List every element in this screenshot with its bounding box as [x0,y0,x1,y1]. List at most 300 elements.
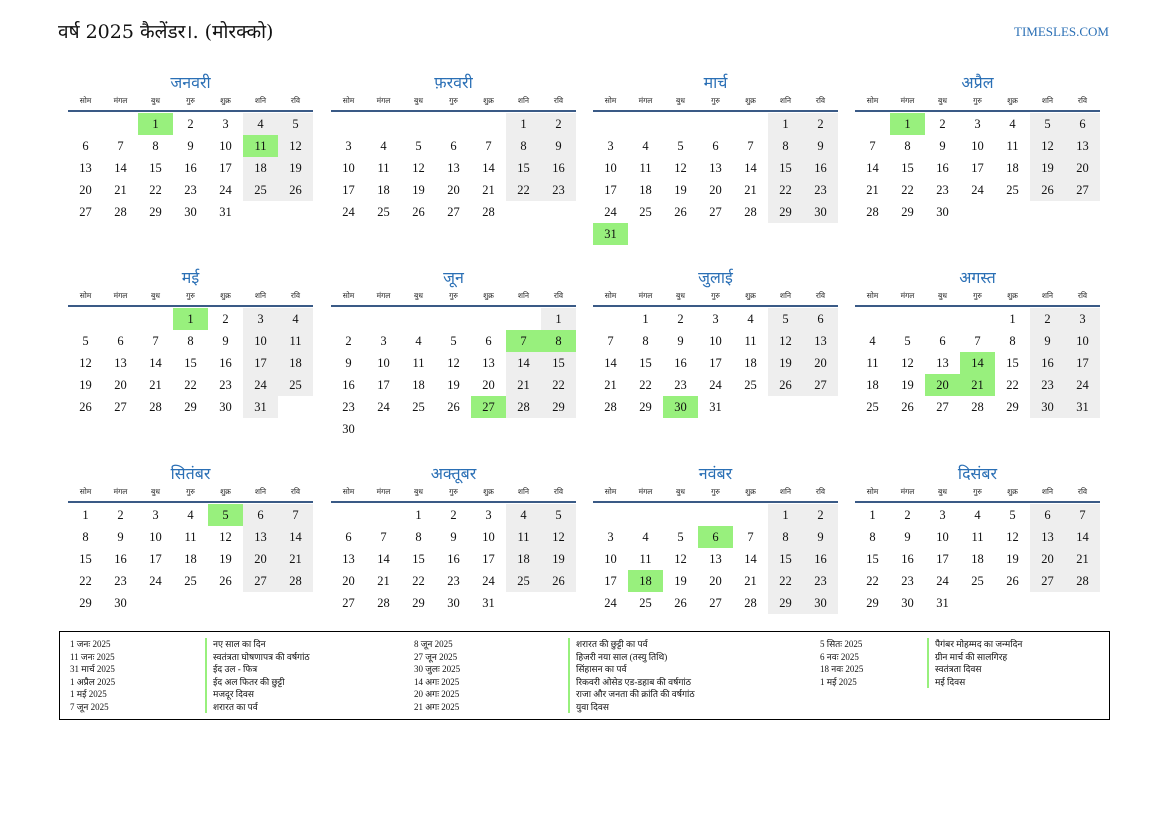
empty-cell [925,308,960,330]
weekday-label: शनि [1041,96,1054,105]
day-cell: 6 [1065,113,1100,135]
empty-cell [593,308,628,330]
empty-cell [471,308,506,330]
day-cell: 14 [744,161,757,175]
day-cell: 15 [412,552,425,566]
day-cell: 11 [971,530,984,544]
legend-date: 31 मार्च 2025 [70,664,115,674]
weekday-label: सोम [866,96,879,105]
day-cell: 3 [222,117,229,131]
weekday-label: सोम [342,291,355,300]
day-cell: 23 [342,400,355,414]
day-cell: 23 [936,183,949,197]
site-link[interactable]: TIMESLES.COM [1014,24,1109,39]
day-cell: 1 [173,308,208,330]
day-cell: 21 [149,378,162,392]
day-cell: 19 [541,548,576,570]
day-cell: 11 [412,356,425,370]
day-cell: 26 [412,205,425,219]
weekday-header [855,289,1100,307]
day-cell: 16 [541,157,576,179]
day-cell: 9 [117,530,124,544]
weekday-label: गुरु [449,291,458,300]
day-cell: 14 [604,356,617,370]
month-title: जनवरी [170,73,211,92]
day-cell: 12 [1030,135,1065,157]
day-cell: 28 [866,205,879,219]
day-cell: 25 [412,400,425,414]
day-grid [68,308,313,418]
day-cell: 13 [1065,135,1100,157]
day-cell: 17 [1065,352,1100,374]
day-cell: 6 [243,504,278,526]
day-cell: 27 [471,396,506,418]
day-cell: 22 [149,183,162,197]
weekday-label: सोम [604,96,617,105]
empty-cell [331,308,366,330]
day-cell: 16 [803,548,838,570]
day-cell: 19 [901,378,914,392]
month-block [855,463,1100,614]
day-cell: 5 [677,139,684,153]
day-cell: 7 [152,334,159,348]
weekday-label: शुक्र [745,96,756,105]
empty-cell [890,308,925,330]
empty-cell [331,113,366,135]
day-cell: 15 [541,352,576,374]
weekday-label: शनि [779,291,792,300]
legend-holiday: ईद उल - फित्र [205,663,310,676]
weekday-label: सोम [342,487,355,496]
day-cell: 26 [768,374,803,396]
day-cell: 24 [342,205,355,219]
day-cell: 3 [152,508,159,522]
weekday-label: गुरु [186,487,195,496]
weekday-label: रवि [1077,487,1088,496]
day-cell: 4 [974,508,981,522]
empty-cell [366,308,401,330]
day-cell: 27 [79,205,92,219]
weekday-label: रवि [553,291,564,300]
day-cell: 3 [939,508,946,522]
day-cell: 17 [482,552,495,566]
day-cell: 5 [278,113,313,135]
day-cell: 31 [1065,396,1100,418]
day-cell: 17 [342,183,355,197]
day-cell: 15 [768,548,803,570]
day-cell: 29 [768,201,803,223]
day-cell: 8 [869,530,876,544]
day-cell: 29 [541,396,576,418]
day-cell: 24 [604,205,617,219]
day-grid [593,113,838,245]
legend-dates-3 [820,638,863,688]
day-cell: 2 [803,504,838,526]
weekday-label: शुक्र [745,487,756,496]
day-cell: 31 [936,596,949,610]
weekday-label: गुरु [711,487,720,496]
day-cell: 27 [709,596,722,610]
month-block [593,72,838,245]
day-cell: 26 [79,400,92,414]
day-cell: 15 [639,356,652,370]
day-cell: 6 [712,139,719,153]
day-cell: 29 [184,400,197,414]
day-cell: 1 [768,113,803,135]
day-cell: 3 [1065,308,1100,330]
empty-cell [68,308,103,330]
day-cell: 24 [243,374,278,396]
legend-date: 21 अगः 2025 [414,701,460,712]
day-cell: 4 [380,139,387,153]
day-cell: 4 [506,504,541,526]
weekday-label: गुरु [973,291,982,300]
empty-cell [401,308,436,330]
day-cell: 13 [936,356,949,370]
empty-cell [960,308,995,330]
day-cell: 6 [450,139,457,153]
weekday-label: गुरु [449,96,458,105]
day-cell: 4 [642,530,649,544]
weekday-label: गुरु [186,291,195,300]
day-cell: 22 [768,570,803,592]
day-cell: 18 [243,157,278,179]
day-cell: 24 [219,183,232,197]
day-cell: 22 [412,574,425,588]
legend-names-3 [927,638,1022,688]
day-cell: 24 [604,596,617,610]
legend-date: 1 अप्रैल 2025 [70,676,116,687]
day-cell: 5 [415,139,422,153]
day-cell: 16 [184,161,197,175]
empty-cell [506,308,541,330]
day-cell: 13 [709,161,722,175]
day-cell: 12 [541,526,576,548]
weekday-label: बुध [676,291,685,300]
day-grid [855,308,1100,418]
day-cell: 25 [184,574,197,588]
day-cell: 23 [219,378,232,392]
day-cell: 11 [184,530,197,544]
day-cell: 18 [628,570,663,592]
legend-date: 14 अगः 2025 [414,676,460,687]
day-cell: 17 [219,161,232,175]
day-cell: 10 [342,161,355,175]
day-cell: 21 [744,574,757,588]
day-cell: 29 [866,596,879,610]
weekday-label: शनि [1041,487,1054,496]
day-cell: 18 [866,378,879,392]
day-cell: 5 [541,504,576,526]
day-cell: 24 [971,183,984,197]
day-cell: 7 [506,330,541,352]
weekday-label: शुक्र [1007,291,1018,300]
day-cell: 7 [380,530,387,544]
day-cell: 20 [709,183,722,197]
day-cell: 24 [482,574,495,588]
legend-holiday: शरारत की छुट्टी का पर्व [568,638,695,651]
empty-cell [698,113,733,135]
day-cell: 25 [639,596,652,610]
weekday-label: गुरु [973,96,982,105]
day-cell: 30 [901,596,914,610]
day-cell: 16 [342,378,355,392]
day-cell: 29 [79,596,92,610]
day-cell: 2 [939,117,946,131]
day-cell: 10 [149,530,162,544]
weekday-header [68,94,313,112]
day-cell: 27 [447,205,460,219]
day-cell: 10 [971,139,984,153]
day-cell: 27 [114,400,127,414]
day-cell: 3 [345,139,352,153]
day-cell: 6 [82,139,89,153]
day-cell: 2 [187,117,194,131]
day-cell: 29 [412,596,425,610]
day-cell: 19 [674,183,687,197]
day-cell: 22 [901,183,914,197]
day-cell: 28 [744,596,757,610]
day-cell: 6 [345,530,352,544]
weekday-label: मंगल [638,291,653,300]
weekday-label: शुक्र [220,291,231,300]
day-cell: 27 [803,374,838,396]
day-cell: 30 [803,592,838,614]
weekday-label: बुध [938,96,947,105]
day-cell: 26 [674,596,687,610]
day-cell: 22 [79,574,92,588]
day-grid [593,504,838,614]
empty-cell [436,113,471,135]
weekday-label: मंगल [638,487,653,496]
month-title: मार्च [703,73,728,92]
day-cell: 6 [939,334,946,348]
day-cell: 28 [149,400,162,414]
weekday-header [593,485,838,503]
day-cell: 14 [149,356,162,370]
day-cell: 11 [639,552,652,566]
day-cell: 3 [974,117,981,131]
day-cell: 19 [447,378,460,392]
day-cell: 1 [506,113,541,135]
day-cell: 17 [971,161,984,175]
weekday-label: बुध [151,96,160,105]
empty-cell [855,113,890,135]
day-cell: 30 [342,422,355,436]
day-cell: 19 [674,574,687,588]
day-cell: 4 [642,139,649,153]
weekday-label: मंगल [113,96,128,105]
legend-holiday: मई दिवस [927,676,1022,689]
day-cell: 1 [138,113,173,135]
day-cell: 16 [1030,352,1065,374]
day-cell: 8 [642,334,649,348]
day-cell: 25 [971,574,984,588]
weekday-label: सोम [866,487,879,496]
day-cell: 28 [604,400,617,414]
weekday-header [855,485,1100,503]
day-cell: 11 [866,356,879,370]
empty-cell [733,504,768,526]
day-cell: 31 [482,596,495,610]
day-cell: 11 [1006,139,1019,153]
day-cell: 14 [506,352,541,374]
day-cell: 9 [222,334,229,348]
weekday-label: सोम [866,291,879,300]
day-cell: 31 [243,396,278,418]
empty-cell [401,113,436,135]
day-cell: 2 [1030,308,1065,330]
day-cell: 16 [219,356,232,370]
empty-cell [855,308,890,330]
day-cell: 8 [541,330,576,352]
weekday-label: शनि [779,487,792,496]
day-cell: 9 [939,139,946,153]
day-cell: 14 [114,161,127,175]
weekday-label: शनि [254,487,267,496]
day-cell: 23 [114,574,127,588]
day-cell: 5 [677,530,684,544]
day-cell: 17 [149,552,162,566]
legend-date: 7 जून 2025 [70,701,109,712]
empty-cell [331,504,366,526]
weekday-header [331,289,576,307]
legend-holiday: नए साल का दिन [205,638,310,651]
weekday-label: बुध [676,96,685,105]
weekday-label: मंगल [376,96,391,105]
day-cell: 11 [639,161,652,175]
day-grid [68,113,313,223]
day-cell: 8 [152,139,159,153]
legend-holiday: सिंहासन का पर्व [568,663,695,676]
day-cell: 30 [184,205,197,219]
day-cell: 2 [541,113,576,135]
day-cell: 1 [1009,312,1016,326]
day-cell: 15 [506,157,541,179]
day-cell: 13 [114,356,127,370]
weekday-label: रवि [553,96,564,105]
legend-date: 5 सितः 2025 [820,639,863,649]
legend-holiday: स्वतंत्रता दिवस [927,663,1022,676]
empty-cell [663,504,698,526]
weekday-label: बुध [938,291,947,300]
day-cell: 20 [709,574,722,588]
day-cell: 19 [1030,157,1065,179]
day-cell: 12 [1006,530,1019,544]
day-grid [855,113,1100,223]
weekday-label: सोम [342,96,355,105]
month-title: नवंबर [698,464,733,483]
weekday-label: शनि [517,291,530,300]
month-block [331,72,576,223]
empty-cell [593,113,628,135]
month-block [331,463,576,614]
day-cell: 12 [412,161,425,175]
month-title: दिसंबर [957,464,998,483]
day-cell: 27 [1030,570,1065,592]
day-cell: 21 [278,548,313,570]
day-cell: 8 [82,530,89,544]
day-cell: 20 [925,374,960,396]
day-cell: 8 [415,530,422,544]
day-cell: 15 [901,161,914,175]
weekday-label: गुरु [449,487,458,496]
day-cell: 21 [114,183,127,197]
legend-holiday: राजा और जनता की क्रांति की वर्षगांठ [568,688,695,701]
weekday-label: बुध [151,487,160,496]
day-cell: 28 [278,570,313,592]
legend-date: 1 मई 2025 [820,676,857,687]
day-cell: 20 [342,574,355,588]
legend-holiday: ग्रीन मार्च की सालगिरह [927,651,1022,664]
day-cell: 30 [1030,396,1065,418]
day-cell: 19 [278,157,313,179]
day-cell: 6 [117,334,124,348]
day-cell: 1 [415,508,422,522]
day-cell: 14 [278,526,313,548]
legend-names-2 [568,638,695,713]
month-title: सितंबर [170,464,211,483]
day-cell: 2 [904,508,911,522]
weekday-label: रवि [815,291,826,300]
day-cell: 2 [677,312,684,326]
day-cell: 23 [541,179,576,201]
weekday-label: मंगल [113,291,128,300]
day-cell: 16 [674,356,687,370]
day-cell: 22 [541,374,576,396]
day-grid [68,504,313,614]
day-cell: 18 [506,548,541,570]
day-cell: 8 [1009,334,1016,348]
day-cell: 28 [482,205,495,219]
day-cell: 2 [222,312,229,326]
weekday-label: शुक्र [745,291,756,300]
empty-cell [366,504,401,526]
weekday-header [331,94,576,112]
day-cell: 21 [1065,548,1100,570]
day-cell: 12 [219,530,232,544]
legend-date: 1 मई 2025 [70,689,107,699]
empty-cell [628,504,663,526]
day-cell: 30 [219,400,232,414]
day-cell: 26 [1030,179,1065,201]
day-cell: 19 [412,183,425,197]
day-cell: 12 [278,135,313,157]
day-cell: 15 [184,356,197,370]
day-cell: 20 [482,378,495,392]
day-cell: 10 [604,552,617,566]
day-cell: 21 [482,183,495,197]
day-cell: 12 [447,356,460,370]
day-cell: 3 [712,312,719,326]
day-cell: 21 [604,378,617,392]
day-cell: 6 [698,526,733,548]
day-cell: 18 [278,352,313,374]
day-cell: 25 [243,179,278,201]
day-cell: 20 [447,183,460,197]
day-cell: 29 [768,592,803,614]
weekday-label: सोम [79,96,92,105]
day-cell: 28 [744,205,757,219]
day-cell: 18 [639,183,652,197]
legend-holiday: शरारत का पर्व [205,701,310,714]
legend-date: 18 नवः 2025 [820,664,864,674]
day-cell: 19 [1006,552,1019,566]
day-cell: 30 [114,596,127,610]
day-cell: 8 [506,135,541,157]
day-cell: 30 [663,396,698,418]
empty-cell [436,308,471,330]
